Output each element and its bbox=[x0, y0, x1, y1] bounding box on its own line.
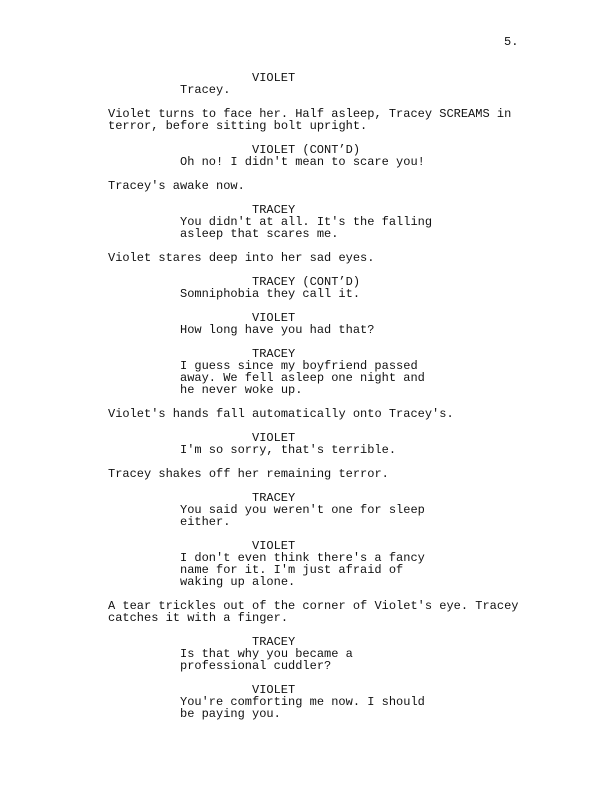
dialogue-line: he never woke up. bbox=[180, 383, 303, 397]
character-cue: TRACEY (CONT’D) bbox=[252, 275, 361, 289]
dialogue-line: How long have you had that? bbox=[180, 323, 375, 337]
dialogue-line: I'm so sorry, that's terrible. bbox=[180, 443, 397, 457]
action-line: Tracey shakes off her remaining terror. bbox=[108, 467, 389, 481]
character-cue: VIOLET bbox=[252, 683, 296, 697]
character-cue: VIOLET bbox=[252, 431, 296, 445]
character-cue: TRACEY bbox=[252, 203, 296, 217]
action-line: Violet stares deep into her sad eyes. bbox=[108, 251, 375, 265]
character-cue: TRACEY bbox=[252, 491, 296, 505]
page-number: 5. bbox=[504, 35, 519, 49]
dialogue-line: You said you weren't one for sleep bbox=[180, 503, 425, 517]
dialogue-line: away. We fell asleep one night and bbox=[180, 371, 425, 385]
dialogue-line: Tracey. bbox=[180, 83, 231, 97]
action-line: Violet's hands fall automatically onto Tracey's. bbox=[108, 407, 454, 421]
action-line: Tracey's awake now. bbox=[108, 179, 245, 193]
dialogue-line: Somniphobia they call it. bbox=[180, 287, 361, 301]
dialogue-line: I guess since my boyfriend passed bbox=[180, 359, 418, 373]
dialogue-line: waking up alone. bbox=[180, 575, 296, 589]
character-cue: VIOLET bbox=[252, 539, 296, 553]
dialogue-line: either. bbox=[180, 515, 231, 529]
action-line: catches it with a finger. bbox=[108, 611, 289, 625]
dialogue-line: name for it. I'm just afraid of bbox=[180, 563, 404, 577]
dialogue-line: be paying you. bbox=[180, 707, 281, 721]
character-cue: VIOLET bbox=[252, 71, 296, 85]
dialogue-line: Is that why you became a bbox=[180, 647, 353, 661]
action-line: terror, before sitting bolt upright. bbox=[108, 119, 368, 133]
action-line: Violet turns to face her. Half asleep, Tracey SCREAMS in bbox=[108, 107, 512, 121]
character-cue: TRACEY bbox=[252, 635, 296, 649]
action-line: A tear trickles out of the corner of Violet's eye. Tracey bbox=[108, 599, 519, 613]
dialogue-line: You're comforting me now. I should bbox=[180, 695, 425, 709]
character-cue: VIOLET bbox=[252, 311, 296, 325]
dialogue-line: Oh no! I didn't mean to scare you! bbox=[180, 155, 425, 169]
character-cue: VIOLET (CONT’D) bbox=[252, 143, 361, 157]
dialogue-line: asleep that scares me. bbox=[180, 227, 339, 241]
dialogue-line: You didn't at all. It's the falling bbox=[180, 215, 433, 229]
character-cue: TRACEY bbox=[252, 347, 296, 361]
dialogue-line: professional cuddler? bbox=[180, 659, 332, 673]
dialogue-line: I don't even think there's a fancy bbox=[180, 551, 425, 565]
